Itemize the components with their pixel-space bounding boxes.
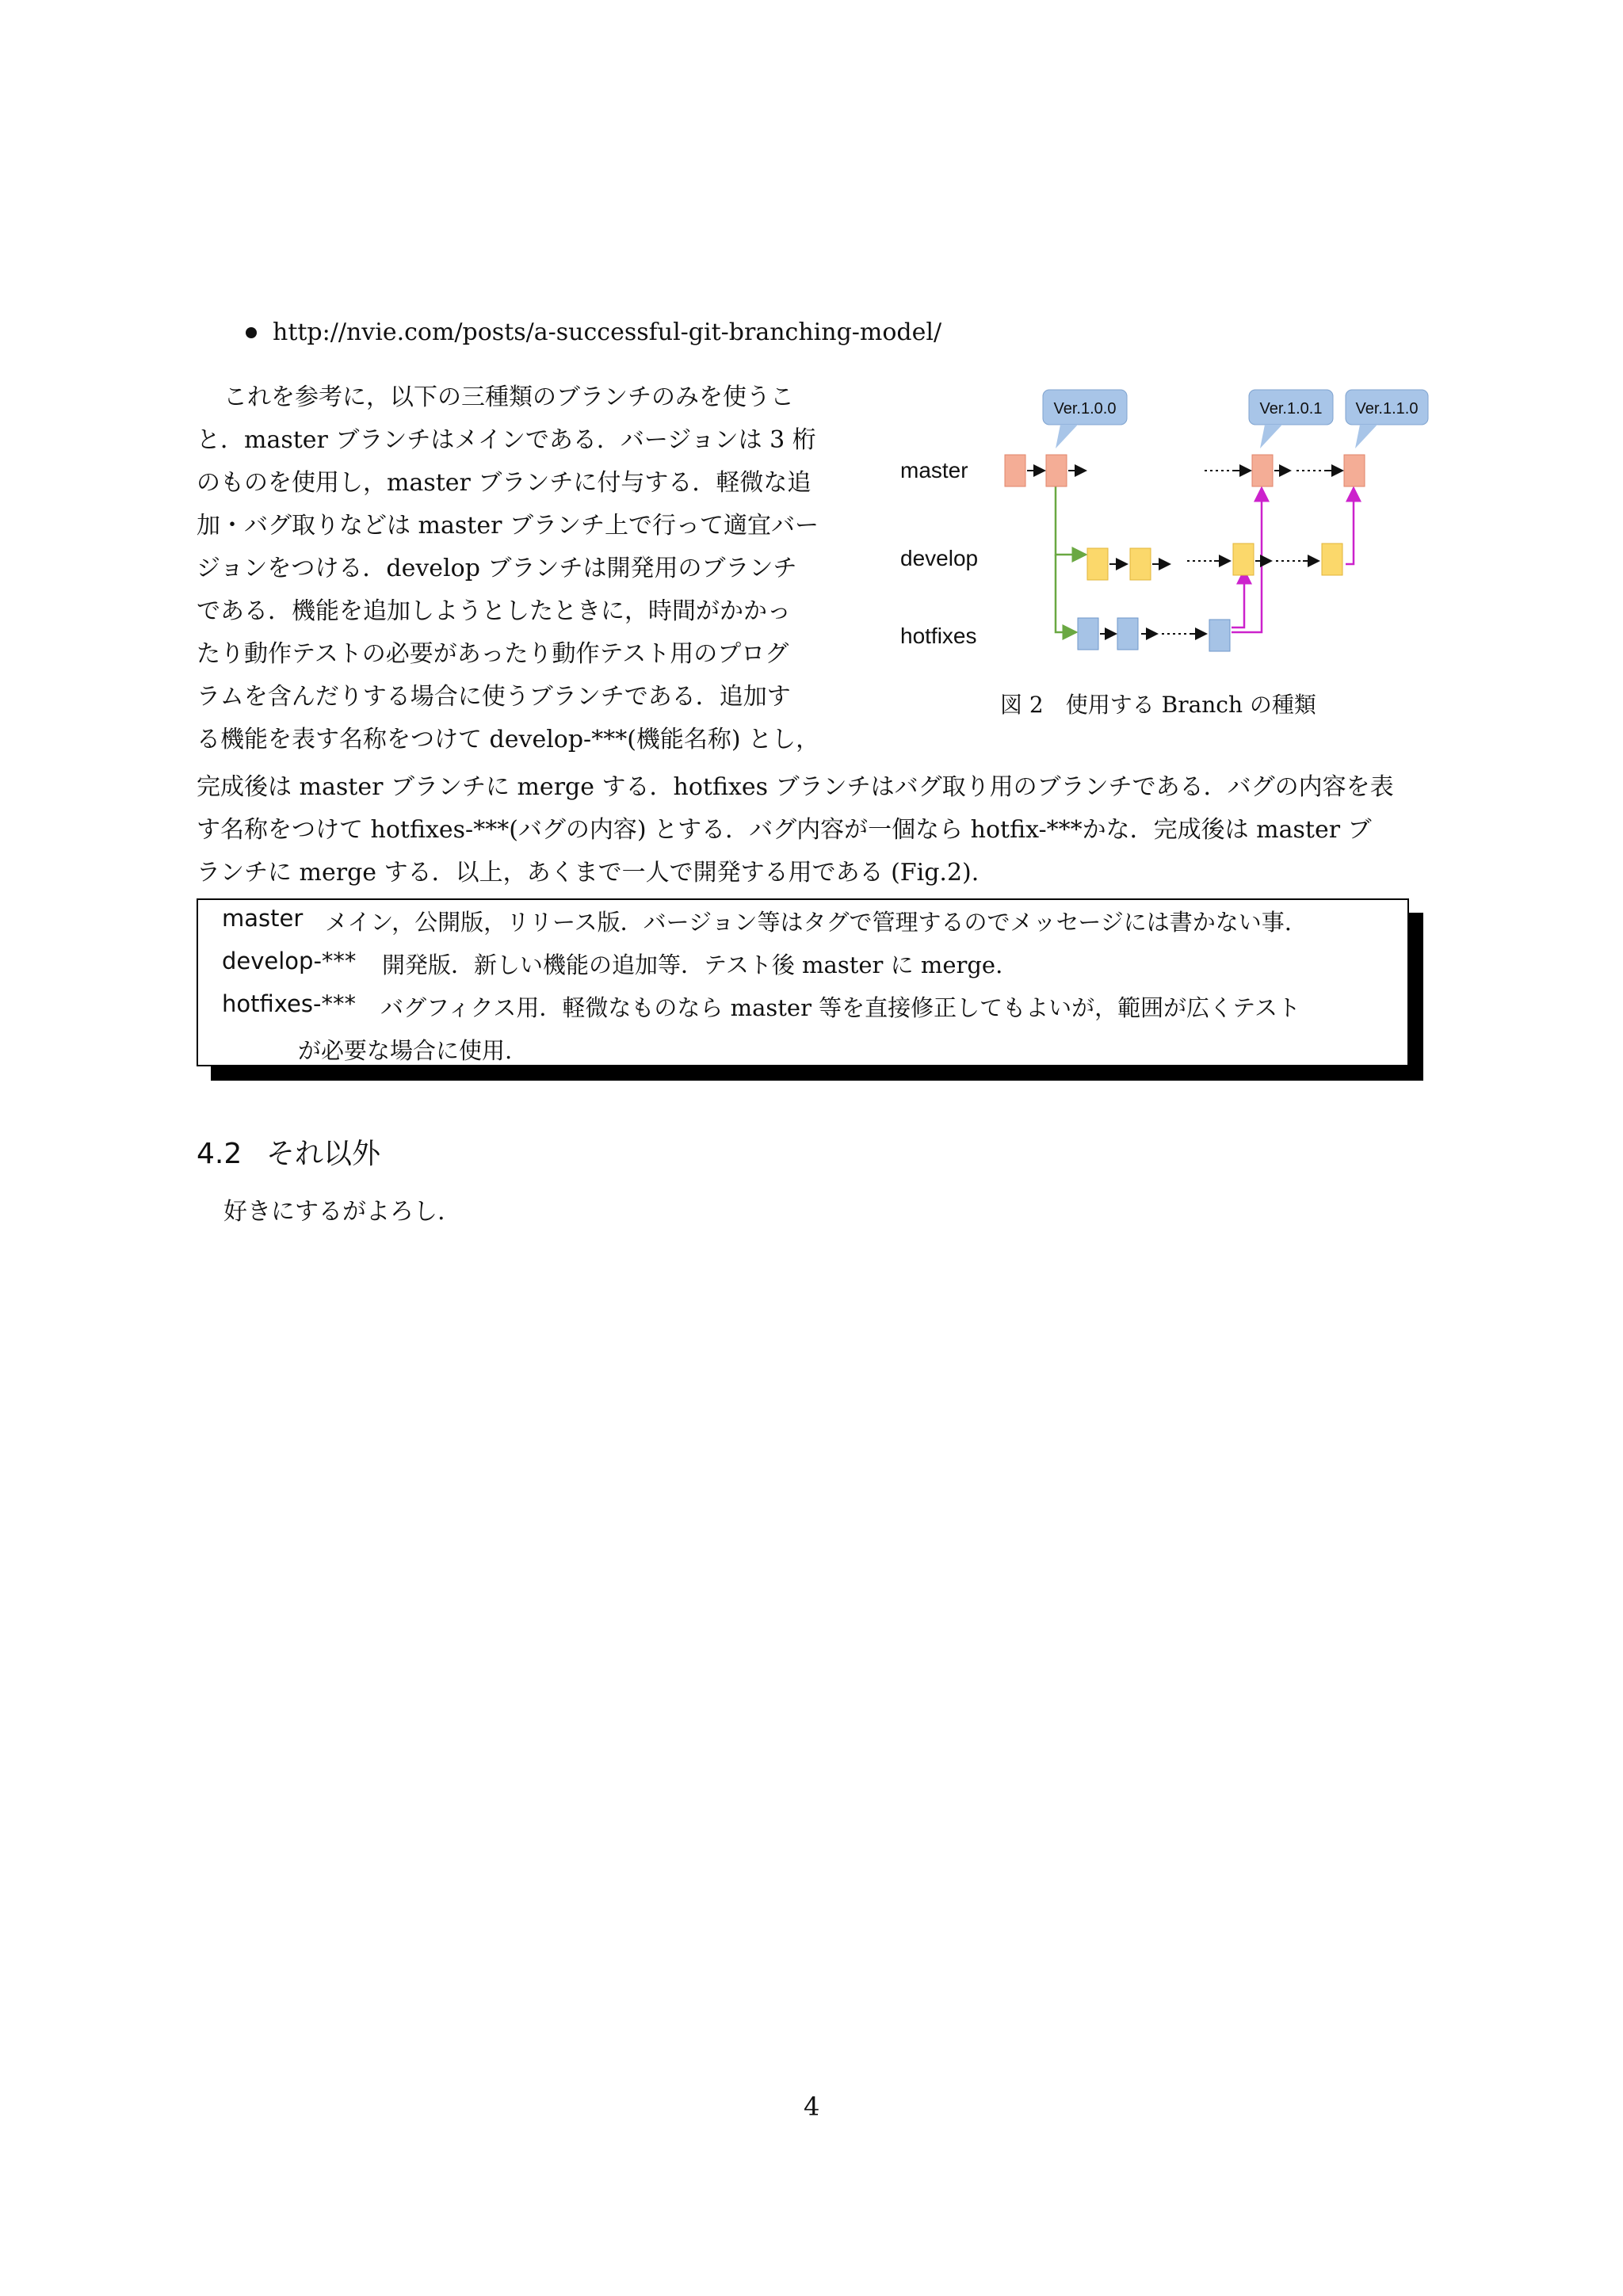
section-heading: [197, 1131, 380, 1172]
develop-branch-label: develop: [900, 546, 979, 570]
hotfix-commit-2: [1117, 618, 1138, 650]
master-commit-1: [1005, 455, 1025, 486]
paragraph-line-5: ジョンをつける．develop ブランチは開発用のブランチ: [197, 555, 797, 582]
version-tag-label-2: Ver.1.0.1: [1259, 400, 1323, 418]
page-number: 4: [804, 2092, 820, 2122]
hotfix-commit-1: [1078, 618, 1098, 650]
definition-box: [197, 898, 1409, 1066]
develop-commit-3: [1233, 543, 1254, 575]
paragraph-line-2: と．master ブランチはメインである．バージョンは 3 桁: [197, 426, 816, 454]
version-tag-2: [1249, 390, 1333, 448]
definition-desc-master: メイン，公開版，リリース版．バージョン等はタグで管理するのでメッセージには書かない事.: [325, 909, 1292, 936]
hotfixes-branch-label: hotfixes: [900, 624, 977, 648]
paragraph-full-line-3: ランチに merge する．以上，あくまで一人で開発する用である (Fig.2).: [197, 859, 980, 887]
version-tag-3: [1346, 390, 1428, 448]
version-tag-1: [1043, 390, 1127, 448]
definition-desc-hotfixes: バグフィクス用．軽微なものなら master 等を直接修正してもよいが，範囲が広くテスト: [380, 994, 1301, 1021]
hotfixes-branch-line: [1056, 555, 1076, 632]
version-tag-label-3: Ver.1.1.0: [1355, 400, 1419, 418]
hotfix-to-develop-merge: [1232, 570, 1244, 627]
bullet-dot: [246, 327, 257, 338]
definition-term-develop: develop-***: [222, 948, 357, 974]
paragraph-line-6: である．機能を追加しようとしたときに，時間がかかっ: [197, 597, 791, 625]
paragraph-line-3: のものを使用し，master ブランチに付与する．軽微な追: [197, 469, 812, 497]
paragraph-line-8: ラムを含んだりする場合に使うブランチである．追加す: [197, 683, 791, 711]
version-tag-label-1: Ver.1.0.0: [1053, 400, 1117, 418]
section-title: それ以外: [266, 1138, 381, 1170]
master-commit-3: [1252, 455, 1273, 486]
figure-caption: 図 2 使用する Branch の種類: [1000, 692, 1316, 718]
branch-diagram: [888, 380, 1442, 666]
develop-branch-line: [1056, 483, 1086, 555]
definition-desc-develop: 開発版．新しい機能の追加等．テスト後 master に merge.: [382, 952, 1003, 978]
definition-term-master: master: [222, 905, 304, 932]
master-branch-label: master: [900, 458, 968, 482]
paragraph-line-7: たり動作テストの必要があったり動作テスト用のプログ: [197, 640, 789, 668]
paragraph-line-4: 加・バグ取りなどは master ブランチ上で行って適宜バー: [197, 512, 819, 540]
master-commit-2: [1046, 455, 1067, 486]
section-number: 4.2: [197, 1138, 242, 1170]
paragraph-full-line-2: す名称をつけて hotfixes-***(バグの内容) とする．バグ内容が一個なら hotfix-***かな．完成後は master ブ: [197, 816, 1372, 844]
paragraph-full-line-1: 完成後は master ブランチに merge する．hotfixes ブランチはバグ取り用のブランチである．バグの内容を表: [197, 773, 1394, 801]
definition-term-hotfixes: hotfixes-***: [222, 990, 356, 1017]
develop-to-master-merge: [1346, 488, 1354, 564]
paragraph-line-1: これを参考に，以下の三種類のブランチのみを使うこ: [223, 383, 794, 411]
master-commit-4: [1344, 455, 1365, 486]
develop-commit-2: [1130, 548, 1151, 580]
paragraph-line-9: る機能を表す名称をつけて develop-***(機能名称) とし，: [197, 726, 820, 753]
develop-commit-1: [1087, 548, 1108, 580]
definition-desc-hotfixes-cont: が必要な場合に使用.: [298, 1037, 513, 1064]
section-body: 好きにするがよろし.: [223, 1198, 445, 1226]
hotfix-commit-3: [1209, 620, 1230, 651]
reference-url-link[interactable]: http://nvie.com/posts/a-successful-git-branching-model/: [273, 318, 942, 346]
develop-commit-4: [1322, 543, 1342, 575]
